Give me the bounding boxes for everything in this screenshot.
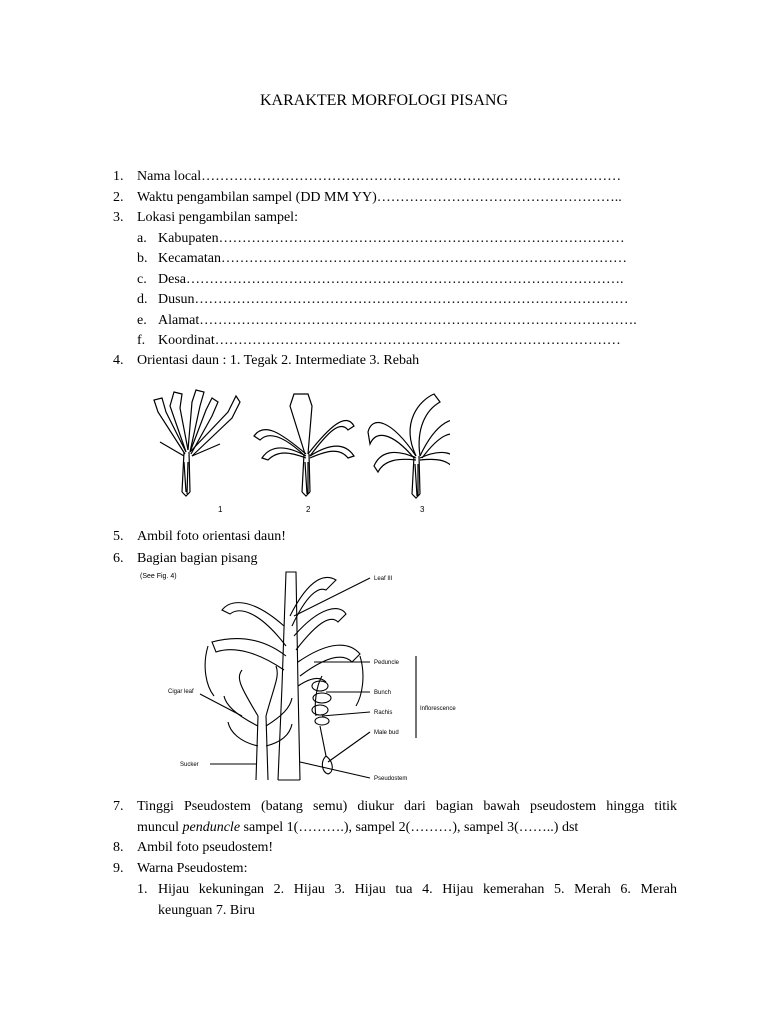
regency-field: Kabupaten…………………………………………………………………………… (158, 231, 625, 246)
local-name-field: Nama local……………………………………………………………………………… (137, 169, 622, 184)
sub-item-letter: e. (137, 313, 147, 328)
male-bud-label: Male bud (374, 730, 399, 736)
orientation-label-1: 1 (218, 505, 223, 514)
item-number: 2. (113, 190, 124, 205)
color-options-line1: Hijau kekuningan 2. Hijau 3. Hijau tua 4. Hijau kemerahan 5. Merah 6. Merah (158, 882, 677, 897)
intermediate-plant-illustration (254, 394, 354, 496)
item-number: 4. (113, 353, 124, 368)
orientation-label-2: 2 (306, 505, 311, 514)
item-number: 5. (113, 529, 124, 544)
orientation-label-3: 3 (420, 505, 425, 514)
address-field: Alamat…………………………………………………………………………………. (158, 313, 637, 328)
item-number: 3. (113, 210, 124, 225)
sub-item-letter: c. (137, 272, 147, 287)
pseudostem-height-samples: muncul penduncle sampel 1(……….), sampel 2(………), sampel 3(……..) dst (137, 820, 579, 835)
see-fig-note: (See Fig. 4) (140, 573, 177, 580)
sucker-label: Sucker (180, 762, 199, 768)
item-number: 9. (113, 861, 124, 876)
leaf-orientation-photo-instruction: Ambil foto orientasi daun! (137, 529, 286, 544)
bunch-label: Bunch (374, 690, 392, 696)
sampling-date-field: Waktu pengambilan sampel (DD MM YY)…………………………………………….. (137, 190, 622, 205)
district-field: Kecamatan…………………………………………………………………………… (158, 251, 627, 266)
peduncle-label: Peduncle (374, 660, 400, 666)
sub-item-letter: a. (137, 231, 147, 246)
cigar-leaf-label: Cigar leaf (168, 689, 194, 695)
sub-item-letter: d. (137, 292, 148, 307)
document-title: KARAKTER MORFOLOGI PISANG (259, 92, 508, 109)
peduncle-term: penduncle (182, 820, 241, 835)
pseudostem-height-instruction: Tinggi Pseudostem (batang semu) diukur dari bagian bawah pseudostem hingga titik (137, 799, 677, 814)
sampling-location-label: Lokasi pengambilan sampel: (137, 210, 298, 225)
item-number: 6. (113, 551, 124, 566)
color-options-number: 1. (137, 882, 148, 897)
hamlet-field: Dusun………………………………………………………………………………… (158, 292, 629, 307)
banana-parts-figure (130, 566, 470, 788)
item-number: 8. (113, 840, 124, 855)
pseudostem-photo-instruction: Ambil foto pseudostem! (137, 840, 274, 855)
item-number: 7. (113, 799, 124, 814)
erect-plant-illustration (154, 390, 240, 496)
coordinates-field: Koordinat…………………………………………………………………………… (158, 333, 621, 348)
drooping-plant-illustration (368, 394, 450, 498)
sub-item-letter: b. (137, 251, 148, 266)
leaf-label: Leaf III (374, 576, 393, 582)
color-options-line2: keunguan 7. Biru (158, 903, 255, 918)
inflorescence-label: Inflorescence (420, 706, 456, 712)
sub-item-letter: f. (137, 333, 146, 348)
village-field: Desa…………………………………………………………………………………. (158, 272, 624, 287)
leaf-orientation-label: Orientasi daun : 1. Tegak 2. Intermediate 3. Rebah (137, 353, 420, 368)
banana-parts-label: Bagian bagian pisang (137, 551, 258, 566)
rachis-label: Rachis (374, 710, 393, 716)
leaf-orientation-figure (140, 382, 450, 517)
pseudostem-label: Pseudostem (374, 776, 408, 782)
item-number: 1. (113, 169, 124, 184)
banana-plant-illustration (205, 572, 363, 780)
pseudostem-color-label: Warna Pseudostem: (137, 861, 248, 876)
